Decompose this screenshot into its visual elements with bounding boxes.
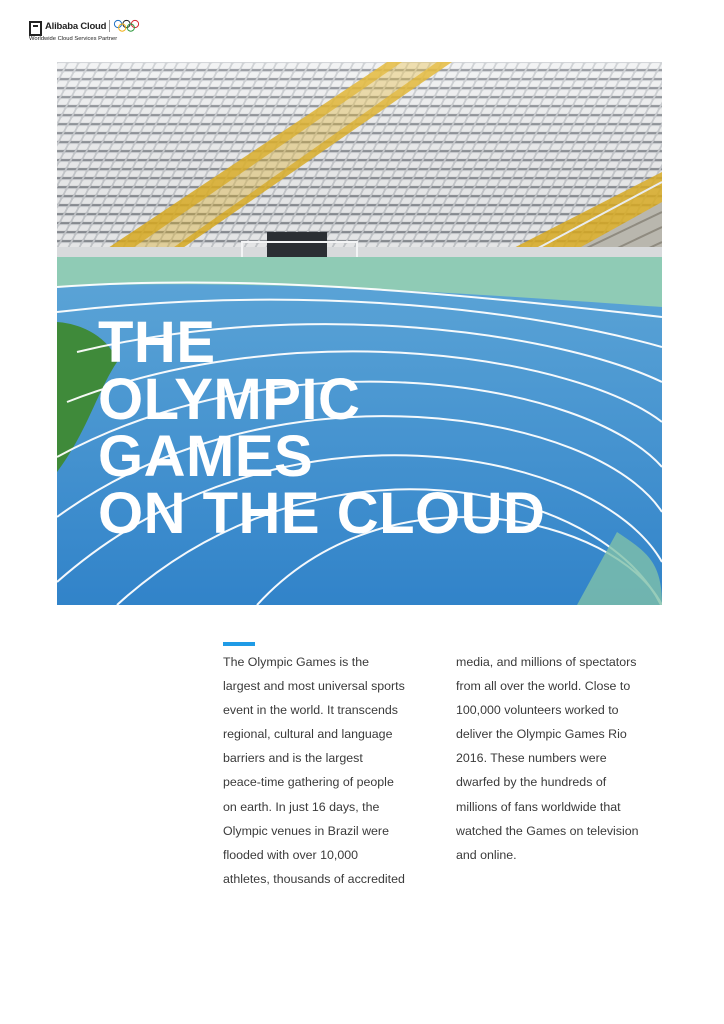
logo-divider	[109, 20, 110, 32]
text-line: athletes, thousands of accredited	[223, 871, 405, 886]
hero-title-line: GAMES	[98, 424, 314, 489]
hero-title-line: ON THE CLOUD	[98, 481, 546, 546]
text-line: and online.	[456, 847, 517, 862]
hero-image	[57, 62, 662, 605]
text-line: dwarfed by the hundreds of	[456, 775, 607, 790]
text-line: deliver the Olympic Games Rio	[456, 727, 627, 742]
text-line: regional, cultural and language	[223, 727, 393, 742]
hero-title-line: THE	[98, 310, 216, 375]
text-line: on earth. In just 16 days, the	[223, 799, 380, 814]
text-line: flooded with over 10,000	[223, 847, 359, 862]
hero-title-line: OLYMPIC	[98, 367, 361, 432]
article-column-left	[223, 650, 438, 891]
text-line: Olympic venues in Brazil were	[223, 823, 389, 838]
brand-name: Alibaba Cloud	[45, 20, 107, 32]
text-line: largest and most universal sports	[223, 679, 405, 694]
header	[29, 19, 149, 47]
alibaba-cloud-logo-icon	[29, 21, 42, 32]
text-line: peace-time gathering of people	[223, 775, 394, 790]
text-line: event in the world. It transcends	[223, 703, 398, 718]
text-line: media, and millions of spectators	[456, 655, 637, 669]
accent-rule	[223, 642, 255, 646]
hero-title	[98, 310, 546, 546]
partner-tagline: Worldwide Cloud Services Partner	[29, 36, 118, 42]
text-line: from all over the world. Close to	[456, 679, 631, 694]
text-line: 2016. These numbers were	[456, 751, 607, 766]
text-line: 100,000 volunteers worked to	[456, 703, 619, 718]
text-line: millions of fans worldwide that	[456, 799, 621, 814]
olympic-rings-icon	[113, 19, 140, 33]
text-line: The Olympic Games is the	[223, 655, 369, 669]
logo-row	[29, 19, 149, 33]
text-line: watched the Games on television	[456, 823, 639, 838]
text-line: barriers and is the largest	[223, 751, 363, 766]
article-column-right	[456, 650, 671, 867]
